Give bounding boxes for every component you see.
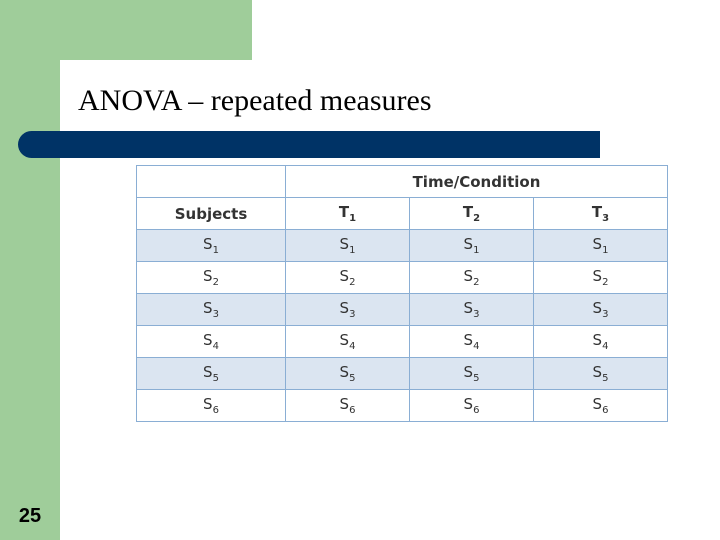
subject-cell: $S_1$ [137,230,286,262]
time-header-3: $T_3$ [534,198,668,230]
measure-cell: $S_6$ [534,390,668,422]
table-row [137,358,668,390]
time-condition-header: Time/Condition [286,166,668,198]
subject-cell: $S_6$ [137,390,286,422]
table-row [137,326,668,358]
subject-cell: $S_3$ [137,294,286,326]
title-underline-bar [18,131,600,158]
measure-cell: $S_4$ [286,326,410,358]
table-header-row-group [137,166,668,198]
measure-cell: $S_4$ [410,326,534,358]
table-row [137,294,668,326]
subject-cell: $S_2$ [137,262,286,294]
measure-cell: $S_1$ [534,230,668,262]
subjects-header: Subjects [137,198,286,230]
table-row [137,230,668,262]
measure-cell: $S_6$ [410,390,534,422]
measure-cell: $S_3$ [534,294,668,326]
measure-cell: $S_1$ [410,230,534,262]
table-row [137,390,668,422]
repeated-measures-table [136,165,668,422]
measure-cell: $S_2$ [286,262,410,294]
subject-cell: $S_5$ [137,358,286,390]
measure-cell: $S_2$ [534,262,668,294]
measure-cell: $S_4$ [534,326,668,358]
measure-cell: $S_5$ [410,358,534,390]
subject-cell: $S_4$ [137,326,286,358]
table-corner-cell [137,166,286,198]
slide-number: 25 [18,505,42,527]
measure-cell: $S_5$ [534,358,668,390]
time-header-2: $T_2$ [410,198,534,230]
measure-cell: $S_6$ [286,390,410,422]
measure-cell: $S_5$ [286,358,410,390]
top-green-block [0,0,252,60]
measure-cell: $S_2$ [410,262,534,294]
measure-cell: $S_3$ [286,294,410,326]
table-row [137,262,668,294]
left-green-strip [0,0,60,540]
measure-cell: $S_3$ [410,294,534,326]
table-header-row [137,198,668,230]
measure-cell: $S_1$ [286,230,410,262]
slide-title: ANOVA – repeated measures [78,84,432,117]
time-header-1: $T_1$ [286,198,410,230]
